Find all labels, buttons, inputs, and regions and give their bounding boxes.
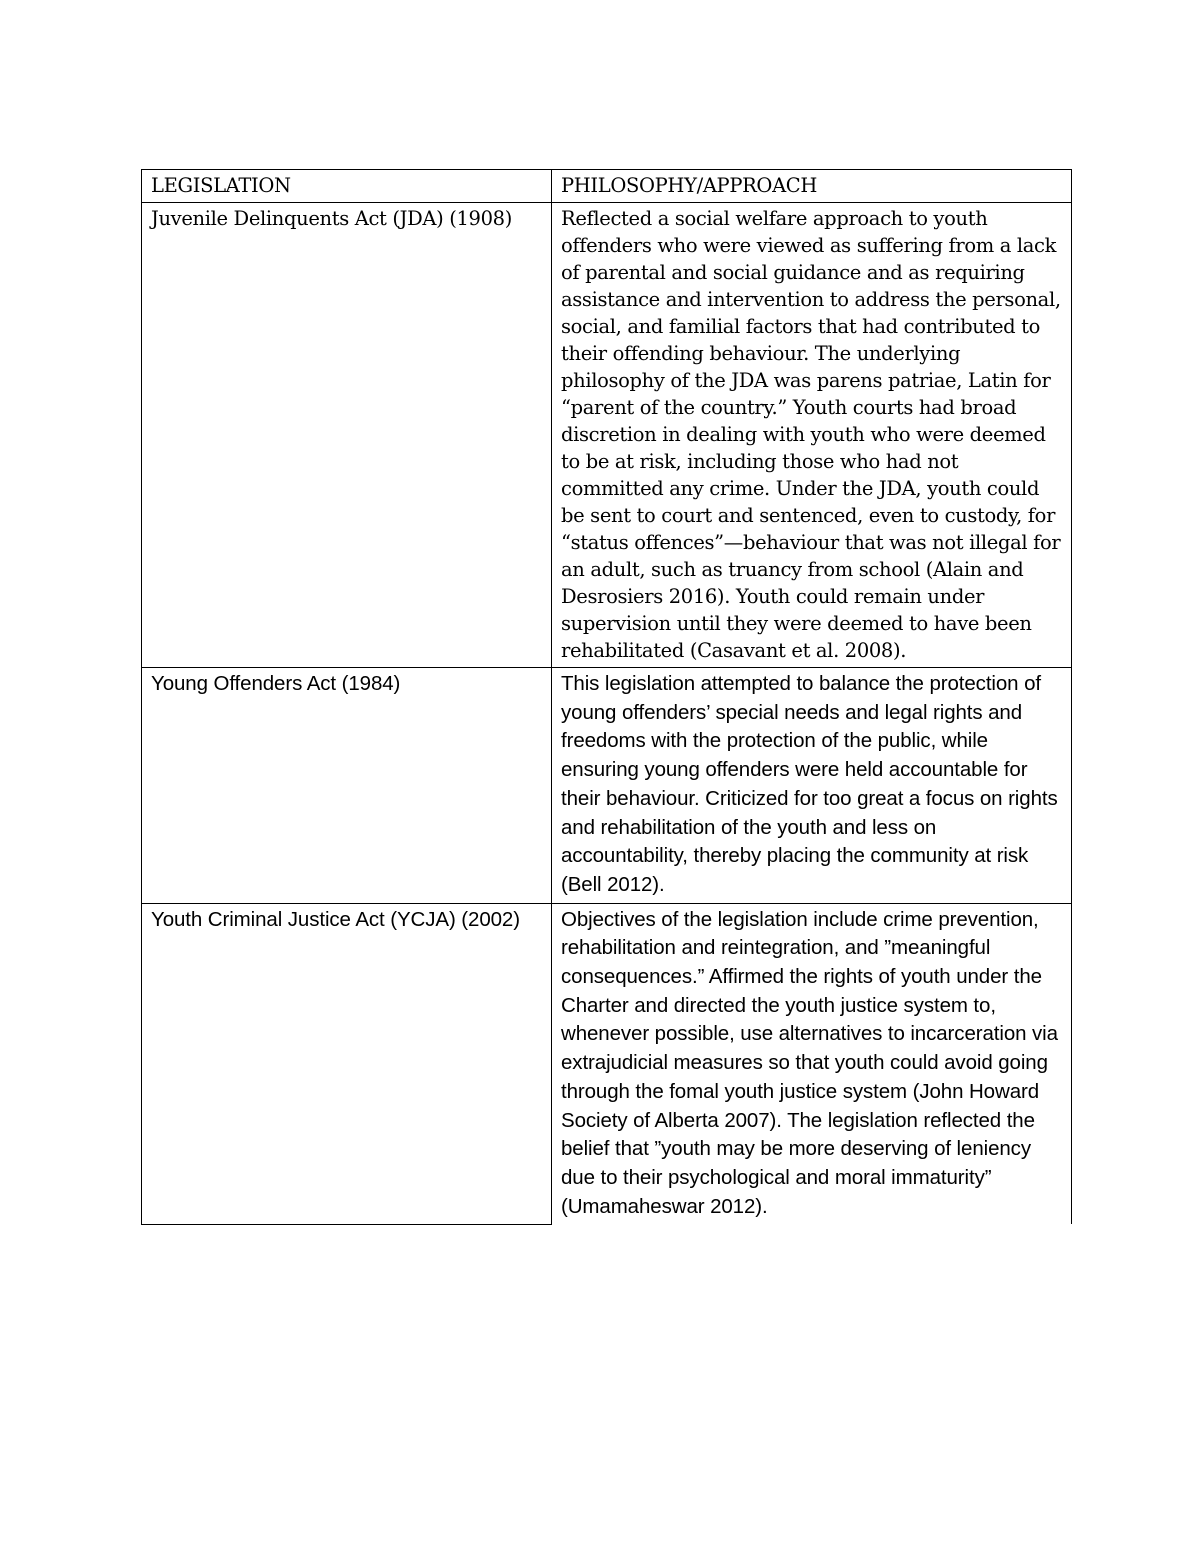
header-legislation: LEGISLATION <box>142 170 552 203</box>
row-ycja-legislation: Youth Criminal Justice Act (YCJA) (2002) <box>142 903 552 1224</box>
row-yoa-philosophy: This legislation attempted to balance the protection of young offenders’ special needs and legal rights and freedoms with the protection of the public, while ensuring young offenders were held accountable for their behaviour. Criticized for too great a focus on rights and rehabilitation of the youth and less on accountability, thereby placing the community at risk (Bell 2012). <box>552 668 1072 904</box>
table-row <box>142 203 1072 668</box>
row-ycja-philosophy: Objectives of the legislation include crime prevention, rehabilitation and reintegration, and ”meaningful consequences.” Affirmed the rights of youth under the Charter and directed the youth justice system to, whenever possible, use alternatives to incarceration via extrajudicial measures so that youth could avoid going through the fomal youth justice system (John Howard Society of Alberta 2007). The legislation reflected the belief that ”youth may be more deserving of leniency due to their psychological and moral immaturity” (Umamaheswar 2012). <box>552 903 1072 1224</box>
table-row <box>142 903 1072 1224</box>
table-row <box>142 668 1072 904</box>
row-jda-legislation: Juvenile Delinquents Act (JDA) (1908) <box>142 203 552 668</box>
header-philosophy: PHILOSOPHY/APPROACH <box>552 170 1072 203</box>
legislation-table <box>141 169 1072 1225</box>
row-yoa-legislation: Young Offenders Act (1984) <box>142 668 552 904</box>
table-header-row <box>142 170 1072 203</box>
row-jda-philosophy: Reflected a social welfare approach to youth offenders who were viewed as suffering from a lack of parental and social guidance and as requiring assistance and intervention to address the personal, social, and familial factors that had contributed to their offending behaviour. The underlying philosophy of the JDA was parens patriae, Latin for “parent of the country.” Youth courts had broad discretion in dealing with youth who were deemed to be at risk, including those who had not committed any crime. Under the JDA, youth could be sent to court and sentenced, even to custody, for “status offences”—behaviour that was not illegal for an adult, such as truancy from school (Alain and Desrosiers 2016). Youth could remain under supervision until they were deemed to have been rehabilitated (Casavant et al. 2008). <box>552 203 1072 668</box>
